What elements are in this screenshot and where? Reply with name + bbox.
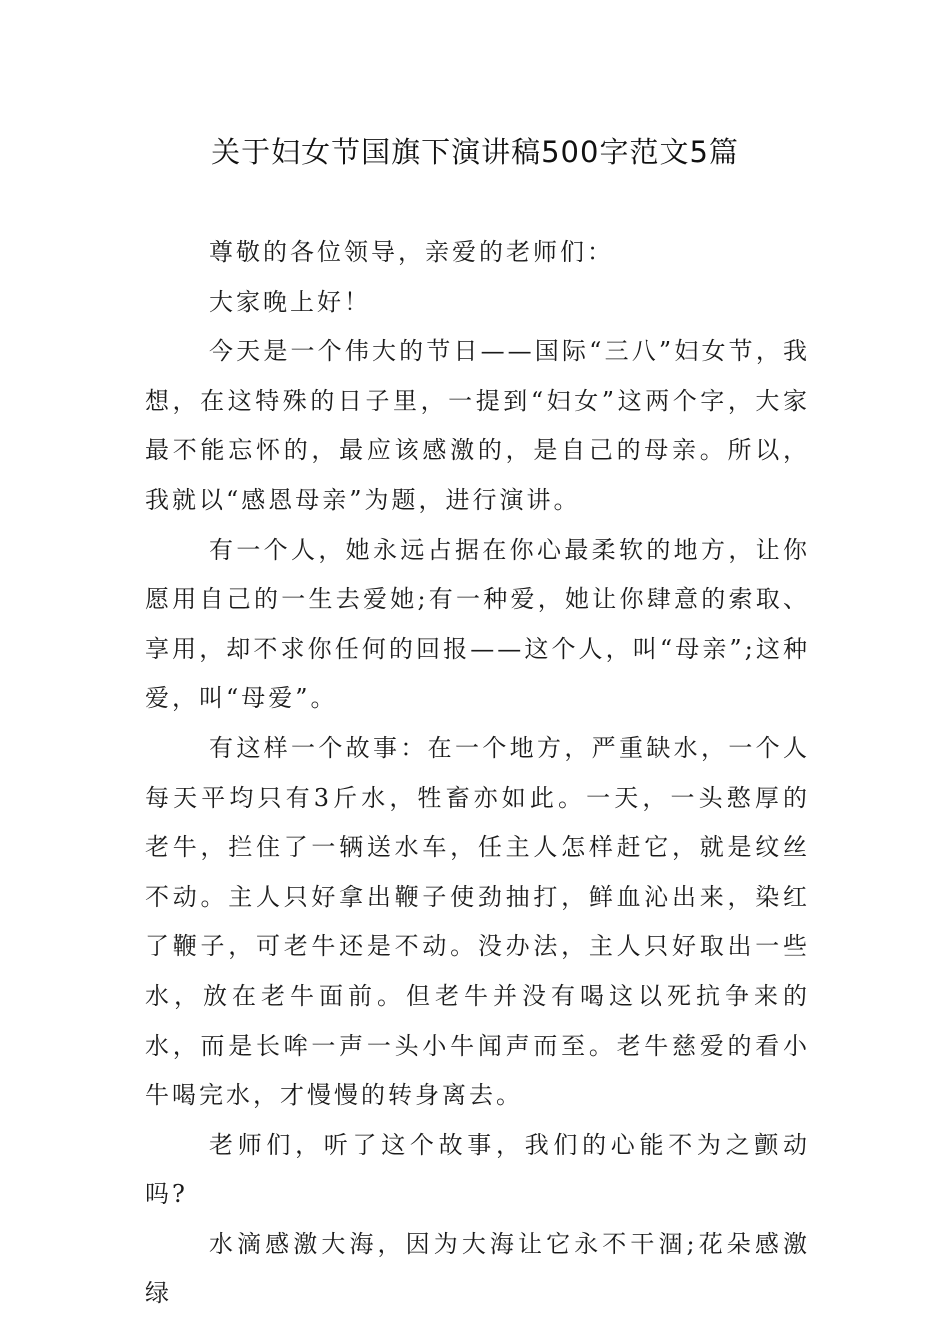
paragraph-salutation: 尊敬的各位领导，亲爱的老师们：: [209, 238, 614, 266]
document-body: [145, 228, 810, 1319]
paragraph-question: 老师们，听了这个故事，我们的心能不为之颤动吗?: [145, 1130, 810, 1209]
paragraph-intro: 今天是一个伟大的节日——国际“三八”妇女节，我想，在这特殊的日子里，一提到“妇女”这两个字，大家最不能忘怀的，最应该感激的，是自己的母亲。所以，我就以“感恩母亲”为题，进行演讲。: [145, 337, 810, 514]
paragraph-gratitude: 水滴感激大海，因为大海让它永不干涸;花朵感激绿: [145, 1229, 810, 1308]
paragraph-story: 有这样一个故事：在一个地方，严重缺水，一个人每天平均只有3斤水，牲畜亦如此。一天，一头憨厚的老牛，拦住了一辆送水车，任主人怎样赶它，就是纹丝不动。主人只好拿出鞭子使劲抽打，鲜血沁出来，染红了鞭子，可老牛还是不动。没办法，主人只好取出一些水，放在老牛面前。但老牛并没有喝这以死抗争来的水，而是长哞一声一头小牛闻声而至。老牛慈爱的看小牛喝完水，才慢慢的转身离去。: [145, 733, 810, 1110]
paragraph-mother-love: 有一个人，她永远占据在你心最柔软的地方，让你愿用自己的一生去爱她;有一种爱，她让你肆意的索取、享用，却不求你任何的回报——这个人，叫“母亲”;这种爱，叫“母爱”。: [145, 535, 810, 713]
paragraph-greeting: 大家晚上好！: [209, 287, 371, 316]
document-title: 关于妇女节国旗下演讲稿500字范文5篇: [211, 135, 739, 169]
